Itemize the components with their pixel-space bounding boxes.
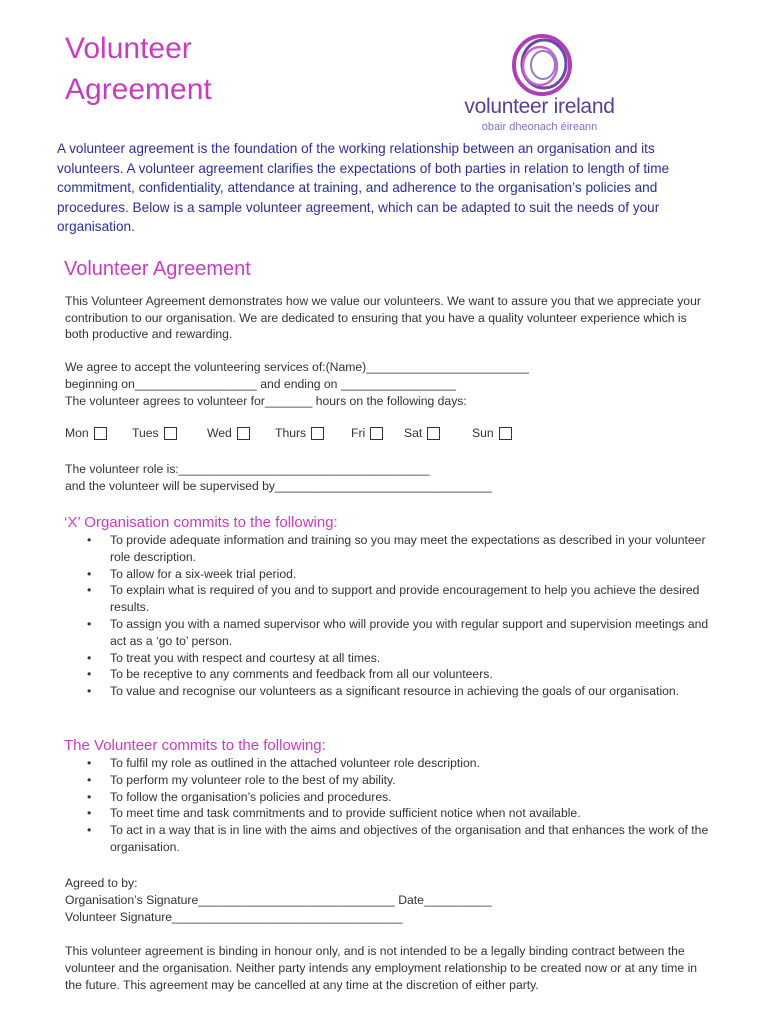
role-field-line[interactable]: The volunteer role is:_____________________________________: [65, 462, 430, 476]
list-item: • To perform my volunteer role to the best of my ability.: [65, 772, 715, 789]
day-checkbox[interactable]: [311, 427, 324, 440]
day-mon[interactable]: [65, 426, 107, 440]
closing-paragraph: This volunteer agreement is binding in honour only, and is not intended to be a legally binding contract between the volunteer and the organisation. Neither party intends any employment relationship to be created now or at any time in the future. This agreement may be cancelled at any time at the discretion of either party.: [65, 944, 698, 992]
opening-paragraph: This Volunteer Agreement demonstrates how we value our volunteers. We want to assure you that we appreciate your contribution to our organisation. We are dedicated to ensuring that you have a quality volunteer experience which is both productive and rewarding.: [65, 294, 701, 342]
day-label: Sun: [472, 426, 494, 440]
volunteer-ireland-logo: [452, 30, 627, 140]
hours-field-line[interactable]: The volunteer agrees to volunteer for_______ hours on the following days:: [65, 394, 467, 408]
list-item: • To follow the organisation’s policies and procedures.: [65, 789, 715, 806]
org-signature-line[interactable]: Organisation’s Signature_____________________________ Date__________: [65, 893, 492, 907]
list-item: • To meet time and task commitments and to provide sufficient notice when not available.: [65, 805, 715, 822]
volunteer-commits-heading: The Volunteer commits to the following:: [64, 737, 326, 754]
day-wed[interactable]: [207, 426, 250, 440]
days-checkbox-row: [65, 426, 535, 444]
day-label: Sat: [404, 426, 423, 440]
day-checkbox[interactable]: [499, 427, 512, 440]
org-commits-list: [65, 532, 715, 700]
agreed-label: Agreed to by:: [65, 876, 138, 890]
day-checkbox[interactable]: [370, 427, 383, 440]
section-title: Volunteer Agreement: [64, 258, 251, 280]
volunteer-commits-list: [65, 755, 715, 856]
intro-paragraph: A volunteer agreement is the foundation of the working relationship between an organisation and its volunteers. A volunteer agreement clarifies the expectations of both parties in relation to length of time commitment, confidentiality, attendance at training, and adherence to the organisation’s policies and procedures. Below is a sample volunteer agreement, which can be adapted to suit the needs of your organisation.: [57, 141, 670, 235]
day-label: Wed: [207, 426, 232, 440]
day-fri[interactable]: [351, 426, 383, 440]
name-field-line[interactable]: We agree to accept the volunteering services of:(Name)________________________: [65, 360, 529, 374]
list-item: • To explain what is required of you and to support and provide encouragement to help you achieve the desired results.: [65, 582, 715, 616]
list-item: • To act in a way that is in line with the aims and objectives of the organisation and that enhances the work of the organisation.: [65, 822, 715, 856]
logo-wordmark: volunteer ireland: [464, 95, 615, 118]
day-label: Mon: [65, 426, 89, 440]
day-thurs[interactable]: [275, 426, 324, 440]
logo-tagline: obair dheonach éireann: [481, 121, 598, 133]
dates-field-line[interactable]: beginning on__________________ and ending on _________________: [65, 377, 457, 391]
org-commits-heading: ‘X’ Organisation commits to the following:: [64, 514, 338, 531]
supervisor-field-line[interactable]: and the volunteer will be supervised by________________________________: [65, 479, 492, 493]
list-item: • To fulfil my role as outlined in the attached volunteer role description.: [65, 755, 715, 772]
logo-rings-icon: [502, 30, 582, 96]
day-label: Fri: [351, 426, 366, 440]
list-item: • To provide adequate information and training so you may meet the expectations as described in your volunteer role description.: [65, 532, 715, 566]
list-item: • To be receptive to any comments and feedback from all our volunteers.: [65, 666, 715, 683]
list-item: • To assign you with a named supervisor who will provide you with regular support and supervision meetings and act as a ‘go to’ person.: [65, 616, 715, 650]
day-checkbox[interactable]: [427, 427, 440, 440]
page-title: Volunteer Agreement: [65, 32, 212, 106]
day-checkbox[interactable]: [94, 427, 107, 440]
list-item: • To value and recognise our volunteers as a significant resource in achieving the goals of our organisation.: [65, 683, 715, 700]
day-label: Tues: [132, 426, 159, 440]
volunteer-signature-line[interactable]: Volunteer Signature__________________________________: [65, 910, 403, 924]
list-item: • To allow for a six-week trial period.: [65, 566, 715, 583]
day-label: Thurs: [275, 426, 307, 440]
day-sat[interactable]: [404, 426, 440, 440]
day-checkbox[interactable]: [237, 427, 250, 440]
day-sun[interactable]: [472, 426, 512, 440]
list-item: • To treat you with respect and courtesy at all times.: [65, 650, 715, 667]
day-checkbox[interactable]: [164, 427, 177, 440]
day-tues[interactable]: [132, 426, 177, 440]
